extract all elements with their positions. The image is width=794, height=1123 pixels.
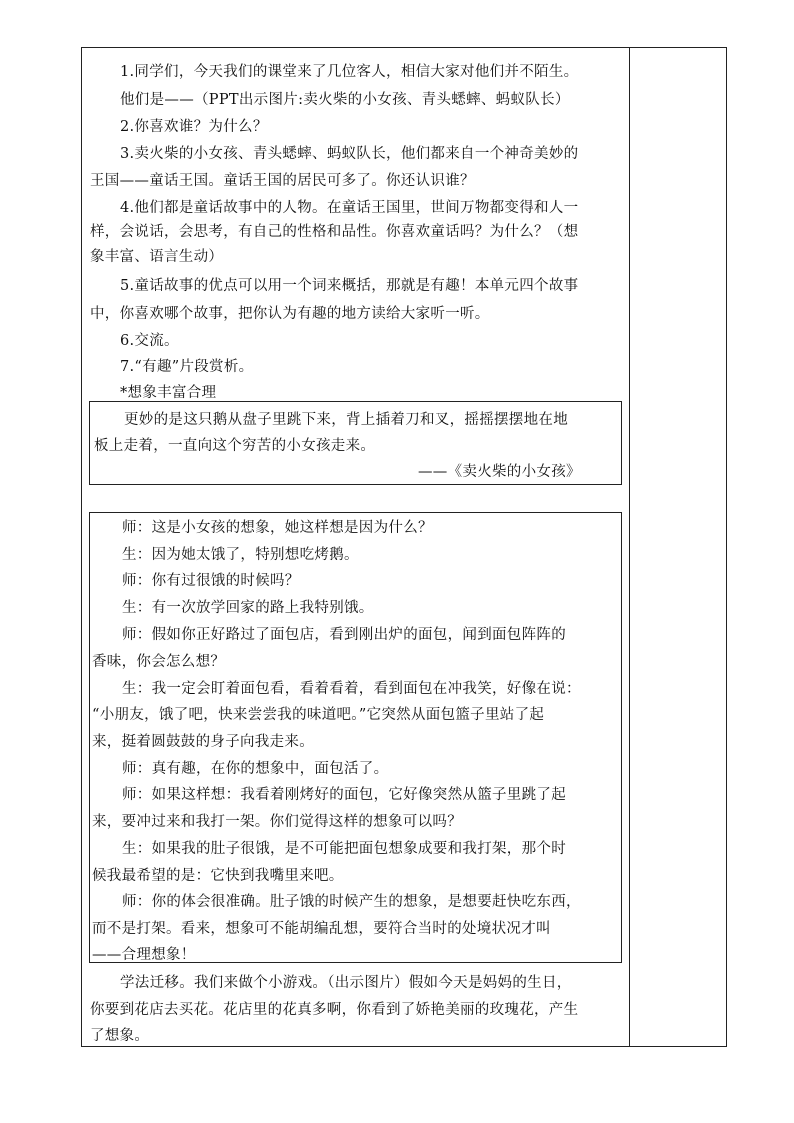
quote-line: 更妙的是这只鹅从盘子里跳下来，背上插着刀和叉，摇摇摆摆地在地	[124, 412, 568, 428]
text-line: 王国——童话王国。童话王国的居民可多了。你还认识谁？	[90, 173, 475, 189]
quote-source: ——《卖火柴的小女孩》	[418, 464, 581, 480]
table-column-divider	[629, 47, 630, 1047]
quote-line: 板上走着，一直向这个穷苦的小女孩走来。	[94, 438, 376, 454]
text-line: 4.他们都是童话故事中的人物。在童话王国里，世间万物都变得和人一	[120, 200, 579, 216]
text-line: 样，会说话，会思考，有自己的性格和品性。你喜欢童话吗？为什么？（想	[90, 224, 579, 240]
text-line: 6.交流。	[120, 333, 179, 349]
dialogue-line: 师：假如你正好路过了面包店，看到刚出炉的面包，闻到面包阵阵的	[122, 627, 566, 643]
dialogue-line: 生：因为她太饿了，特别想吃烤鹅。	[122, 547, 359, 563]
text-line: *想象丰富合理	[120, 385, 217, 401]
dialogue-line: 师：你有过很饿的时候吗？	[122, 573, 300, 589]
text-line: 了想象。	[90, 1028, 150, 1044]
dialogue-line: 师：这是小女孩的想象，她这样想是因为什么？	[122, 520, 433, 536]
dialogue-line: 生：我一定会盯着面包看，看着看着，看到面包在冲我笑，好像在说：	[122, 681, 581, 697]
text-line: 中，你喜欢哪个故事，把你认为有趣的地方读给大家听一听。	[90, 306, 490, 322]
text-line: 3.卖火柴的小女孩、青头蟋蟀、蚂蚁队长，他们都来自一个神奇美妙的	[120, 146, 579, 162]
text-line: 他们是——（PPT出示图片:卖火柴的小女孩、青头蟋蟀、蚂蚁队长）	[120, 92, 570, 108]
dialogue-line: 师：你的体会很准确。肚子饿的时候产生的想象，是想要赶快吃东西，	[122, 894, 581, 910]
text-line: 2.你喜欢谁？为什么？	[120, 119, 268, 135]
dialogue-line: 而不是打架。看来，想象可不能胡编乱想，要符合当时的处境状况才叫	[92, 921, 551, 937]
dialogue-line: 师：真有趣，在你的想象中，面包活了。	[122, 761, 389, 777]
text-line: 5.童话故事的优点可以用一个词来概括，那就是有趣！本单元四个故事	[120, 278, 579, 294]
dialogue-line: 来，挺着圆鼓鼓的身子向我走来。	[92, 734, 314, 750]
dialogue-line: 香味，你会怎么想？	[92, 654, 226, 670]
dialogue-line: 生：如果我的肚子很饿，是不可能把面包想象成要和我打架，那个时	[122, 841, 566, 857]
text-line: 学法迁移。我们来做个小游戏。（出示图片）假如今天是妈妈的生日，	[120, 975, 572, 991]
text-line: 7.“有趣”片段赏析。	[120, 359, 254, 375]
dialogue-line: 生：有一次放学回家的路上我特别饿。	[122, 600, 374, 616]
dialogue-line: 来，要冲过来和我打一架。你们觉得这样的想象可以吗？	[92, 814, 462, 830]
dialogue-line: 师：如果这样想：我看着刚烤好的面包，它好像突然从篮子里跳了起	[122, 787, 566, 803]
dialogue-line: “小朋友，饿了吧，快来尝尝我的味道吧。”它突然从面包篮子里站了起	[92, 707, 545, 723]
text-line: 1.同学们，今天我们的课堂来了几位客人，相信大家对他们并不陌生。	[120, 64, 579, 80]
text-line: 象丰富、语言生动）	[90, 249, 224, 265]
dialogue-line: ——合理想象！	[92, 947, 196, 963]
dialogue-line: 候我最希望的是：它快到我嘴里来吧。	[92, 868, 344, 884]
text-line: 你要到花店去买花。花店里的花真多啊，你看到了娇艳美丽的玫瑰花，产生	[90, 1002, 579, 1018]
